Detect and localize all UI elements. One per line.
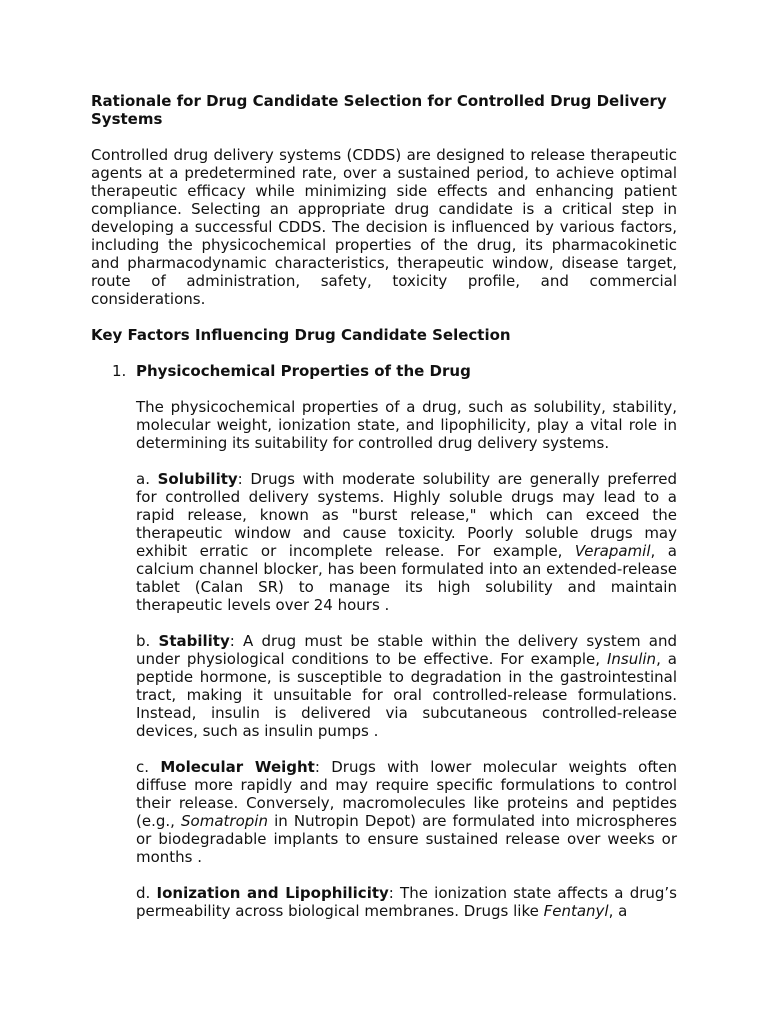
sub-prefix: c. [136,758,150,776]
document-title: Rationale for Drug Candidate Selection for Controlled Drug Delivery Systems [91,92,667,128]
ionization-paragraph [136,884,677,920]
list-item-physicochemical [91,362,677,920]
stability-paragraph [136,632,677,740]
section-heading: Key Factors Influencing Drug Candidate Selection [91,326,511,344]
drug-name: Fentanyl [543,902,609,920]
molecular-weight-paragraph [136,758,677,866]
list-number: 1. [112,362,127,380]
sub-text: , a peptide hormone, is susceptible to degradation in the gastrointestinal tract, making it unsuitable for oral controlled-release formulations. Instead, insulin is delivered via subcutaneous controlled-release devices, such as insulin pumps . [136,650,677,740]
sub-prefix: d. [136,884,151,902]
sub-term: Ionization and Lipophilicity [156,884,389,902]
sub-text: : Drugs with lower molecular weights often diffuse more rapidly and may require specific formulations to control their release. Conversely, macromolecules like proteins and peptides (e.g., [136,758,677,830]
item-intro-paragraph: The physicochemical properties of a drug, such as solubility, stability, molecular weight, ionization state, and lipophilicity, play a vital role in determining its suitability for controlled drug delivery systems. [136,398,677,452]
sub-text: : The ionization state affects a drug’s permeability across biological membranes. Drugs like [136,884,677,920]
intro-paragraph: Controlled drug delivery systems (CDDS) are designed to release therapeutic agents at a predetermined rate, over a sustained period, to achieve optimal therapeutic efficacy while minimizing side effects and enhancing patient compliance. Selecting an appropriate drug candidate is a critical step in developing a successful CDDS. The decision is influenced by various factors, including the physicochemical properties of the drug, its pharmacokinetic and pharmacodynamic characteristics, therapeutic window, disease target, route of administration, safety, toxicity profile, and commercial considerations. [91,146,677,308]
sub-prefix: a. [136,470,150,488]
sub-text: in Nutropin Depot) are formulated into microspheres or biodegradable implants to ensure sustained release over weeks or months . [136,812,677,866]
sub-term: Molecular Weight [160,758,315,776]
sub-text: , a [608,902,628,920]
solubility-paragraph [136,470,677,614]
sub-text: : A drug must be stable within the delivery system and under physiological conditions to be effective. For example, [136,632,677,668]
drug-name: Insulin [606,650,657,668]
drug-name: Verapamil [574,542,651,560]
sub-term: Stability [158,632,230,650]
sub-text: : Drugs with moderate solubility are generally preferred for controlled delivery systems. Highly soluble drugs may lead to a rapid release, known as "burst release," which can exceed the therapeutic window and cause toxicity. Poorly soluble drugs may exhibit erratic or incomplete release. For example, [136,470,677,560]
item-heading: Physicochemical Properties of the Drug [136,362,471,380]
sub-term: Solubility [157,470,238,488]
sub-text: , a calcium channel blocker, has been formulated into an extended-release tablet (Calan SR) to manage its high solubility and maintain therapeutic levels over 24 hours . [136,542,677,614]
sub-prefix: b. [136,632,151,650]
drug-name: Somatropin [181,812,268,830]
